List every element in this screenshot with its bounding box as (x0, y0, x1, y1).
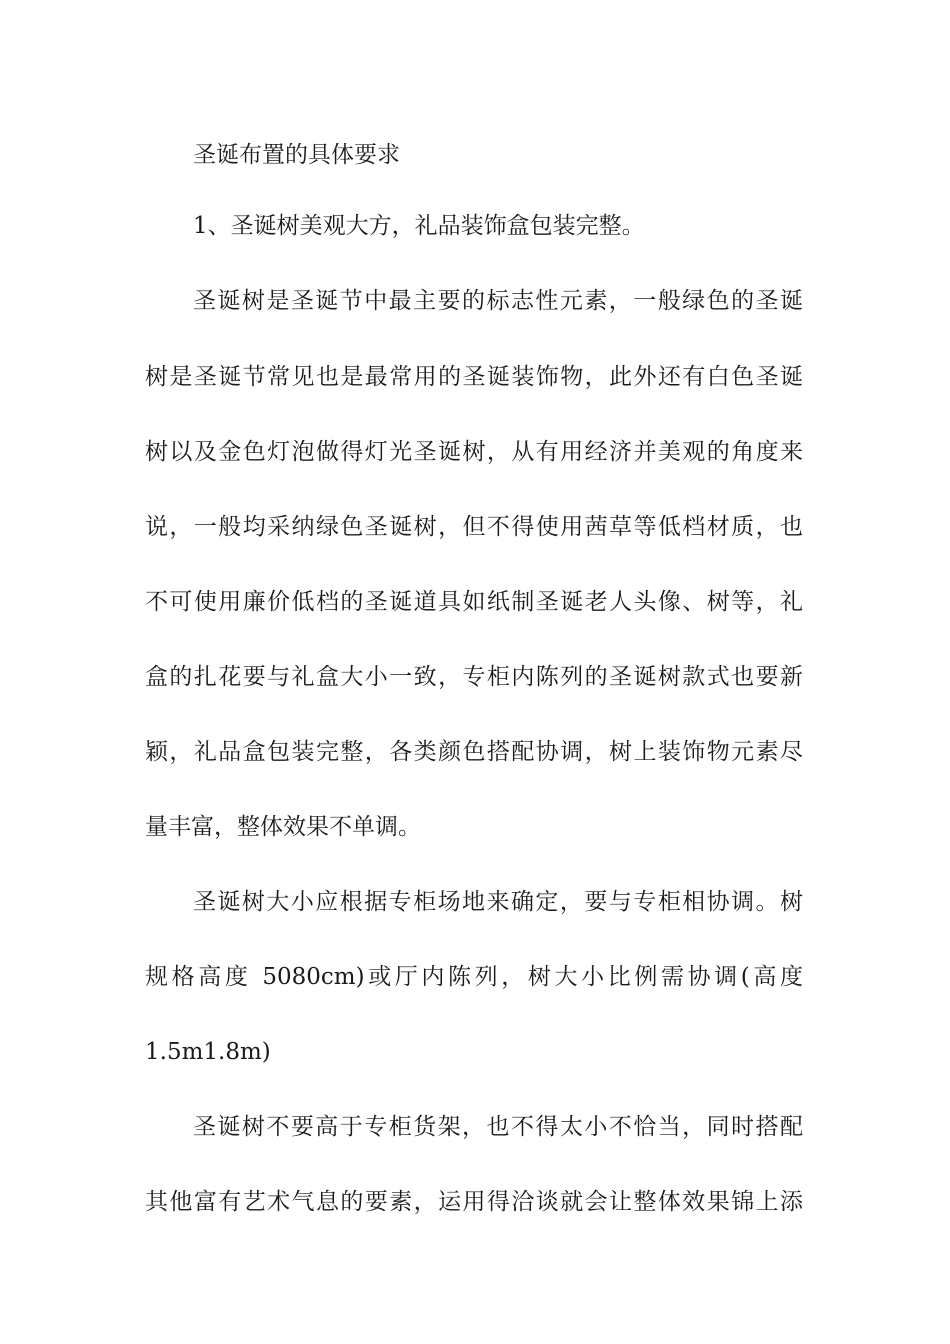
paragraph-3-line-2: 其他富有艺术气息的要素，运用得洽谈就会让整体效果锦上添 (145, 1189, 803, 1215)
paragraph-3-line-1: 圣诞树不要高于专柜货架，也不得太小不恰当，同时搭配 (193, 1114, 803, 1140)
paragraph-1-line-2: 树是圣诞节常见也是最常用的圣诞装饰物，此外还有白色圣诞 (145, 364, 803, 390)
paragraph-2-line-3: 1.5m1.8m) (145, 1039, 271, 1065)
paragraph-1-line-1: 圣诞树是圣诞节中最主要的标志性元素，一般绿色的圣诞 (193, 288, 803, 314)
paragraph-2-line-2: 规格高度 5080cm)或厅内陈列，树大小比例需协调(高度 (145, 964, 803, 990)
paragraph-1-line-3: 树以及金色灯泡做得灯光圣诞树，从有用经济并美观的角度来 (145, 439, 803, 465)
paragraph-1-line-5: 不可使用廉价低档的圣诞道具如纸制圣诞老人头像、树等，礼 (145, 589, 803, 615)
list-item-1: 1、圣诞树美观大方，礼品装饰盒包装完整。 (193, 213, 645, 239)
paragraph-2-line-1: 圣诞树大小应根据专柜场地来确定，要与专柜相协调。树 (193, 889, 803, 915)
paragraph-1-line-8: 量丰富，整体效果不单调。 (145, 814, 421, 840)
paragraph-1-line-4: 说，一般均采纳绿色圣诞树，但不得使用茜草等低档材质，也 (145, 514, 803, 540)
paragraph-1-line-6: 盒的扎花要与礼盒大小一致，专柜内陈列的圣诞树款式也要新 (145, 664, 803, 690)
section-heading: 圣诞布置的具体要求 (193, 142, 400, 168)
paragraph-1-line-7: 颖，礼品盒包装完整，各类颜色搭配协调，树上装饰物元素尽 (145, 739, 803, 765)
